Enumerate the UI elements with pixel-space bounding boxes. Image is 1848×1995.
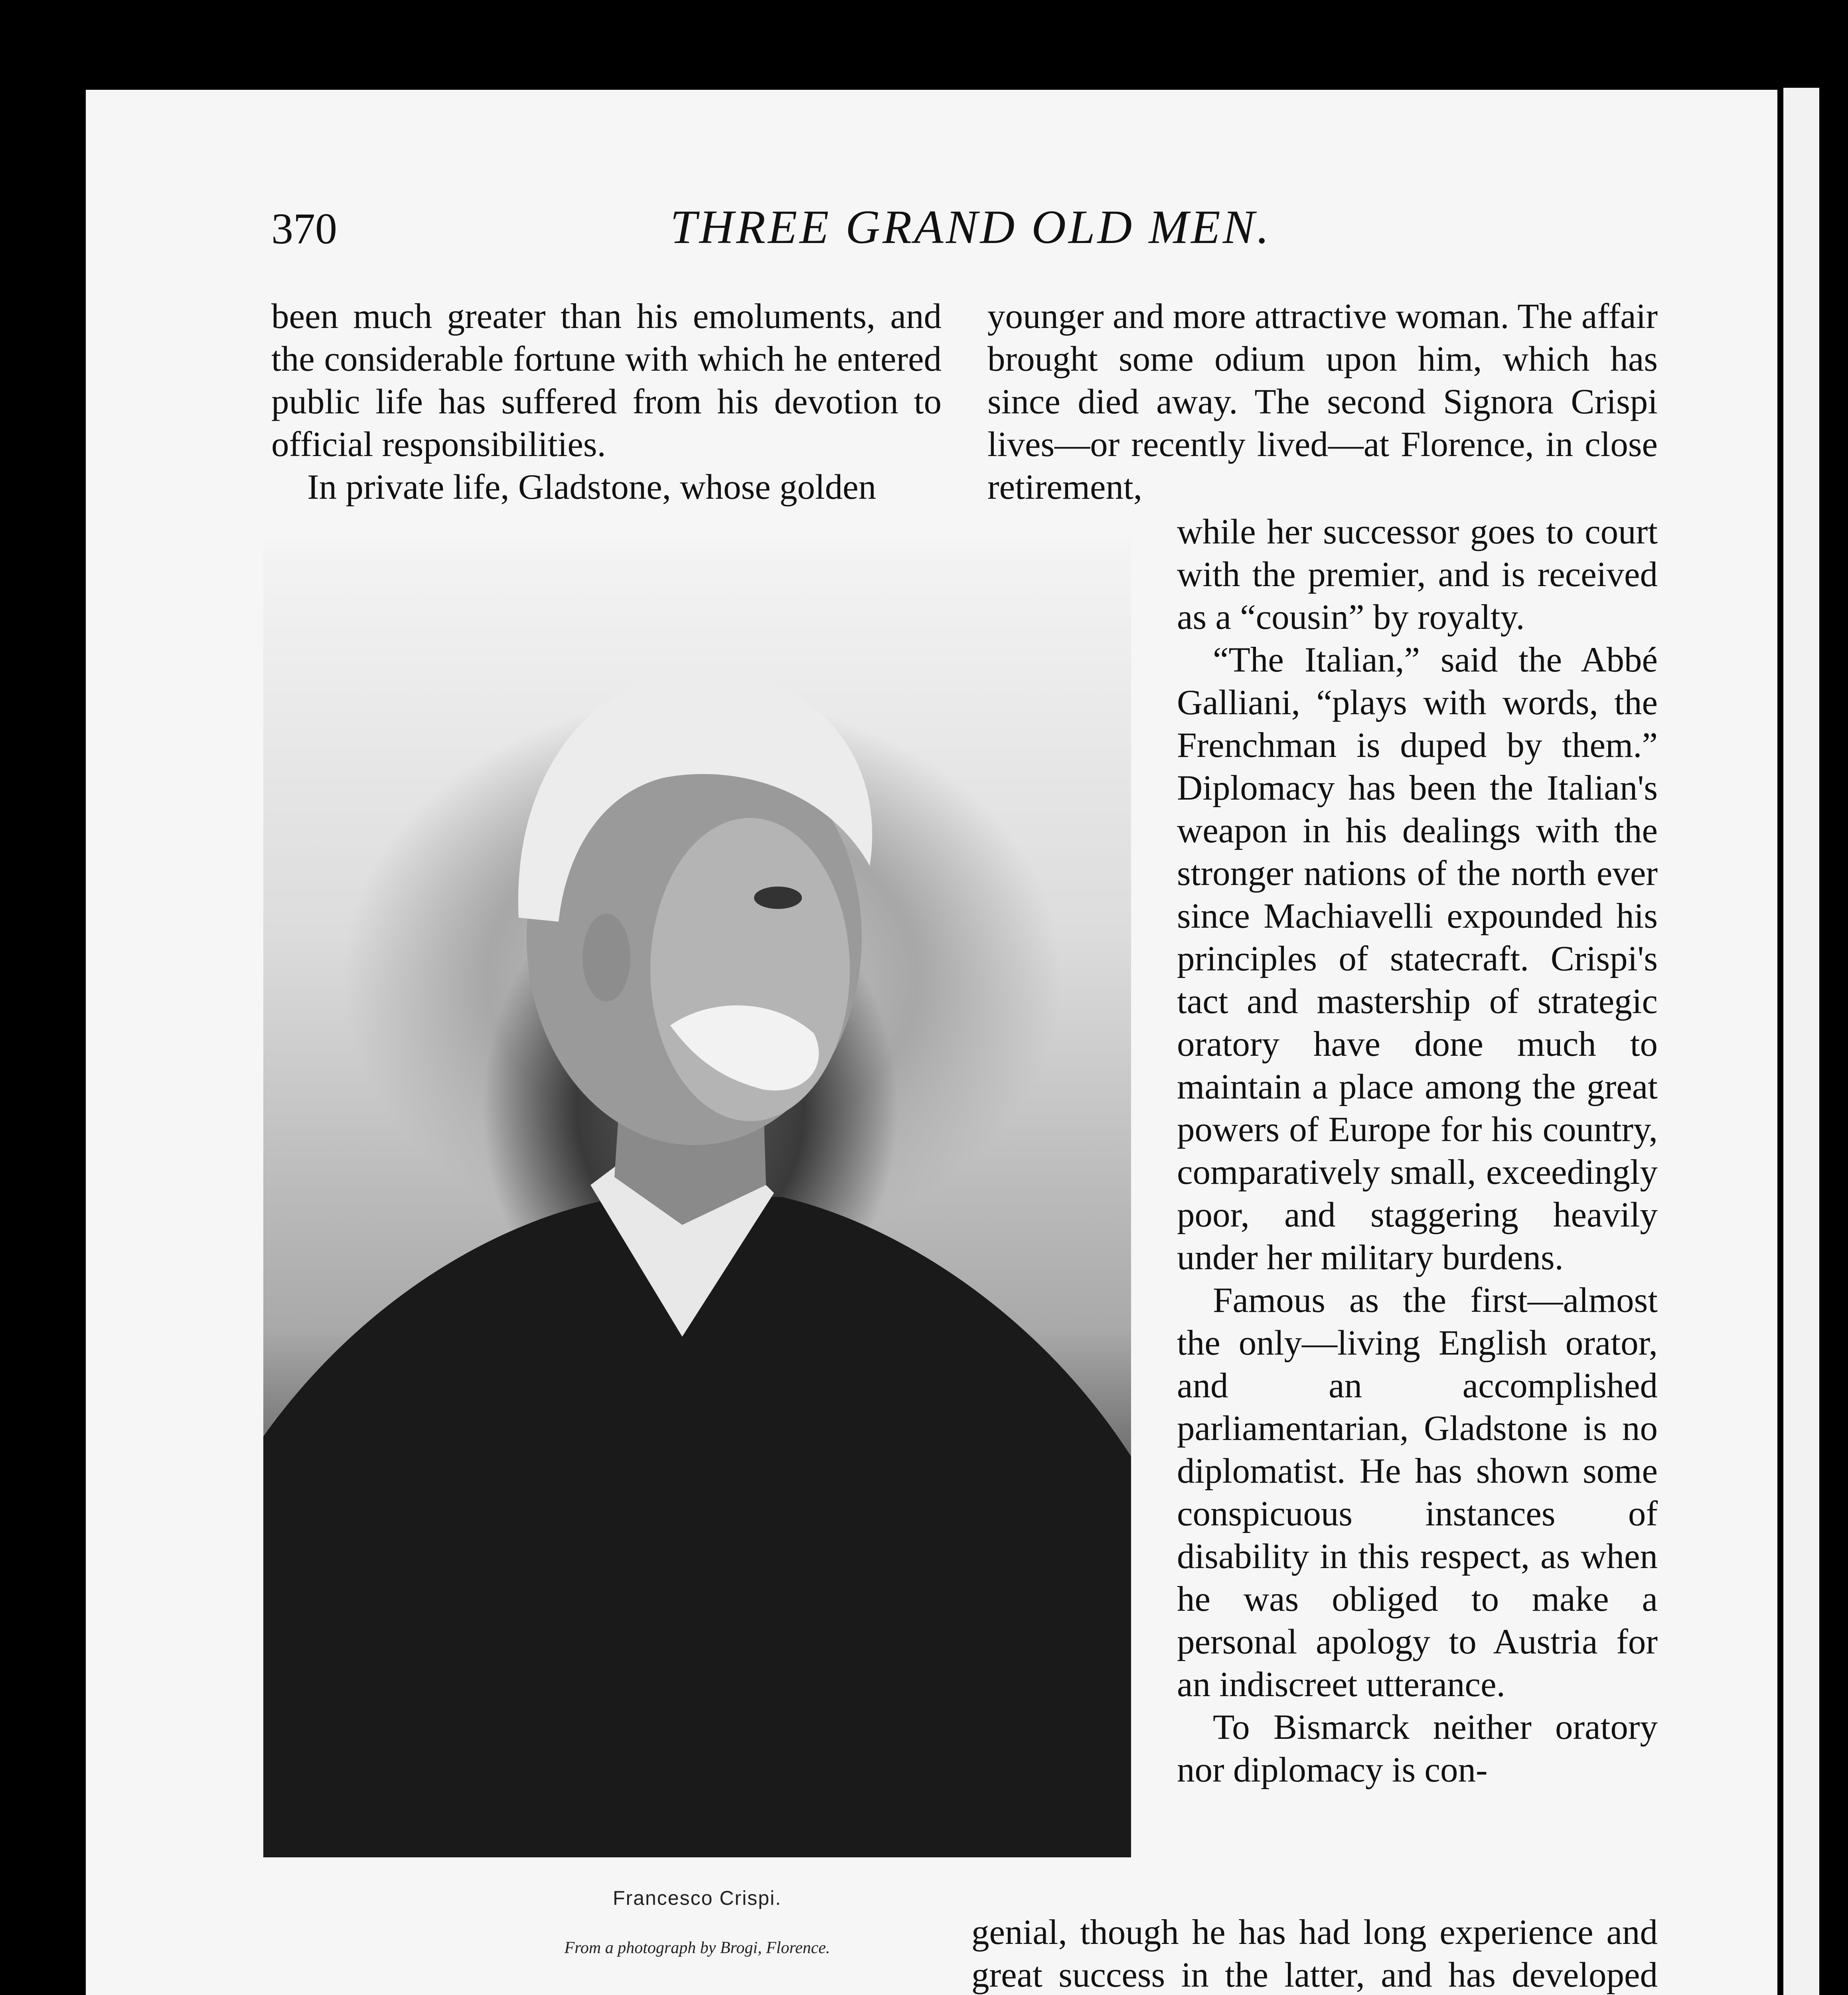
right-column-middle bbox=[1177, 511, 1658, 1792]
left-column-top bbox=[271, 295, 942, 509]
paragraph: To Bismarck neither oratory nor diplomacy is con- bbox=[1177, 1708, 1658, 1790]
paragraph: while her successor goes to court with the premier, and is received as a “cousin” by royalty. bbox=[1177, 512, 1658, 637]
running-title: THREE GRAND OLD MEN. bbox=[670, 200, 1271, 253]
next-page-edge bbox=[1783, 88, 1819, 1995]
paragraph: In private life, Gladstone, whose golden bbox=[307, 468, 877, 507]
page-number: 370 bbox=[271, 204, 337, 253]
paragraph: younger and more attractive woman. The affair brought some odium upon him, which has since died away. The second Signora Crispi lives—or recently lived—at Florence, in close retirement, bbox=[987, 297, 1658, 507]
paragraph: “The Italian,” said the Abbé Galliani, “plays with words, the Frenchman is duped by them.” Diplomacy has been the Italian's weapon in his dealings with the stronger nations of the north ever since Machiavelli expounded his principles of statecraft. Crispi's tact and mastership of strategic oratory have done much to maintain a place among the great powers of Europe for his country, comparatively small, exceedingly poor, and staggering heavily under her military burdens. bbox=[1177, 640, 1658, 1277]
figure-caption: Francesco Crispi. bbox=[613, 1887, 782, 1909]
paragraph: Famous as the first—almost the only—living English orator, and an accomplished parliamentarian, Gladstone is no diplomatist. He has shown some conspicuous instances of disability in this respect, as when he was obliged to make a personal apology to Austria for an indiscreet utterance. bbox=[1177, 1281, 1658, 1704]
right-column-top bbox=[987, 295, 1658, 509]
paragraph: genial, though he has had long experience and great success in the latter, and has developed bbox=[971, 1913, 1658, 1995]
right-column-bottom bbox=[971, 1911, 1658, 1995]
photo-credit: From a photograph by Brogi, Florence. bbox=[564, 1939, 830, 1957]
portrait-illustration bbox=[263, 539, 1131, 1857]
crispi-portrait-photo bbox=[263, 539, 1131, 1857]
paragraph: been much greater than his emoluments, and the considerable fortune with which he entered public life has suffered from his devotion to official responsibilities. bbox=[271, 297, 942, 464]
